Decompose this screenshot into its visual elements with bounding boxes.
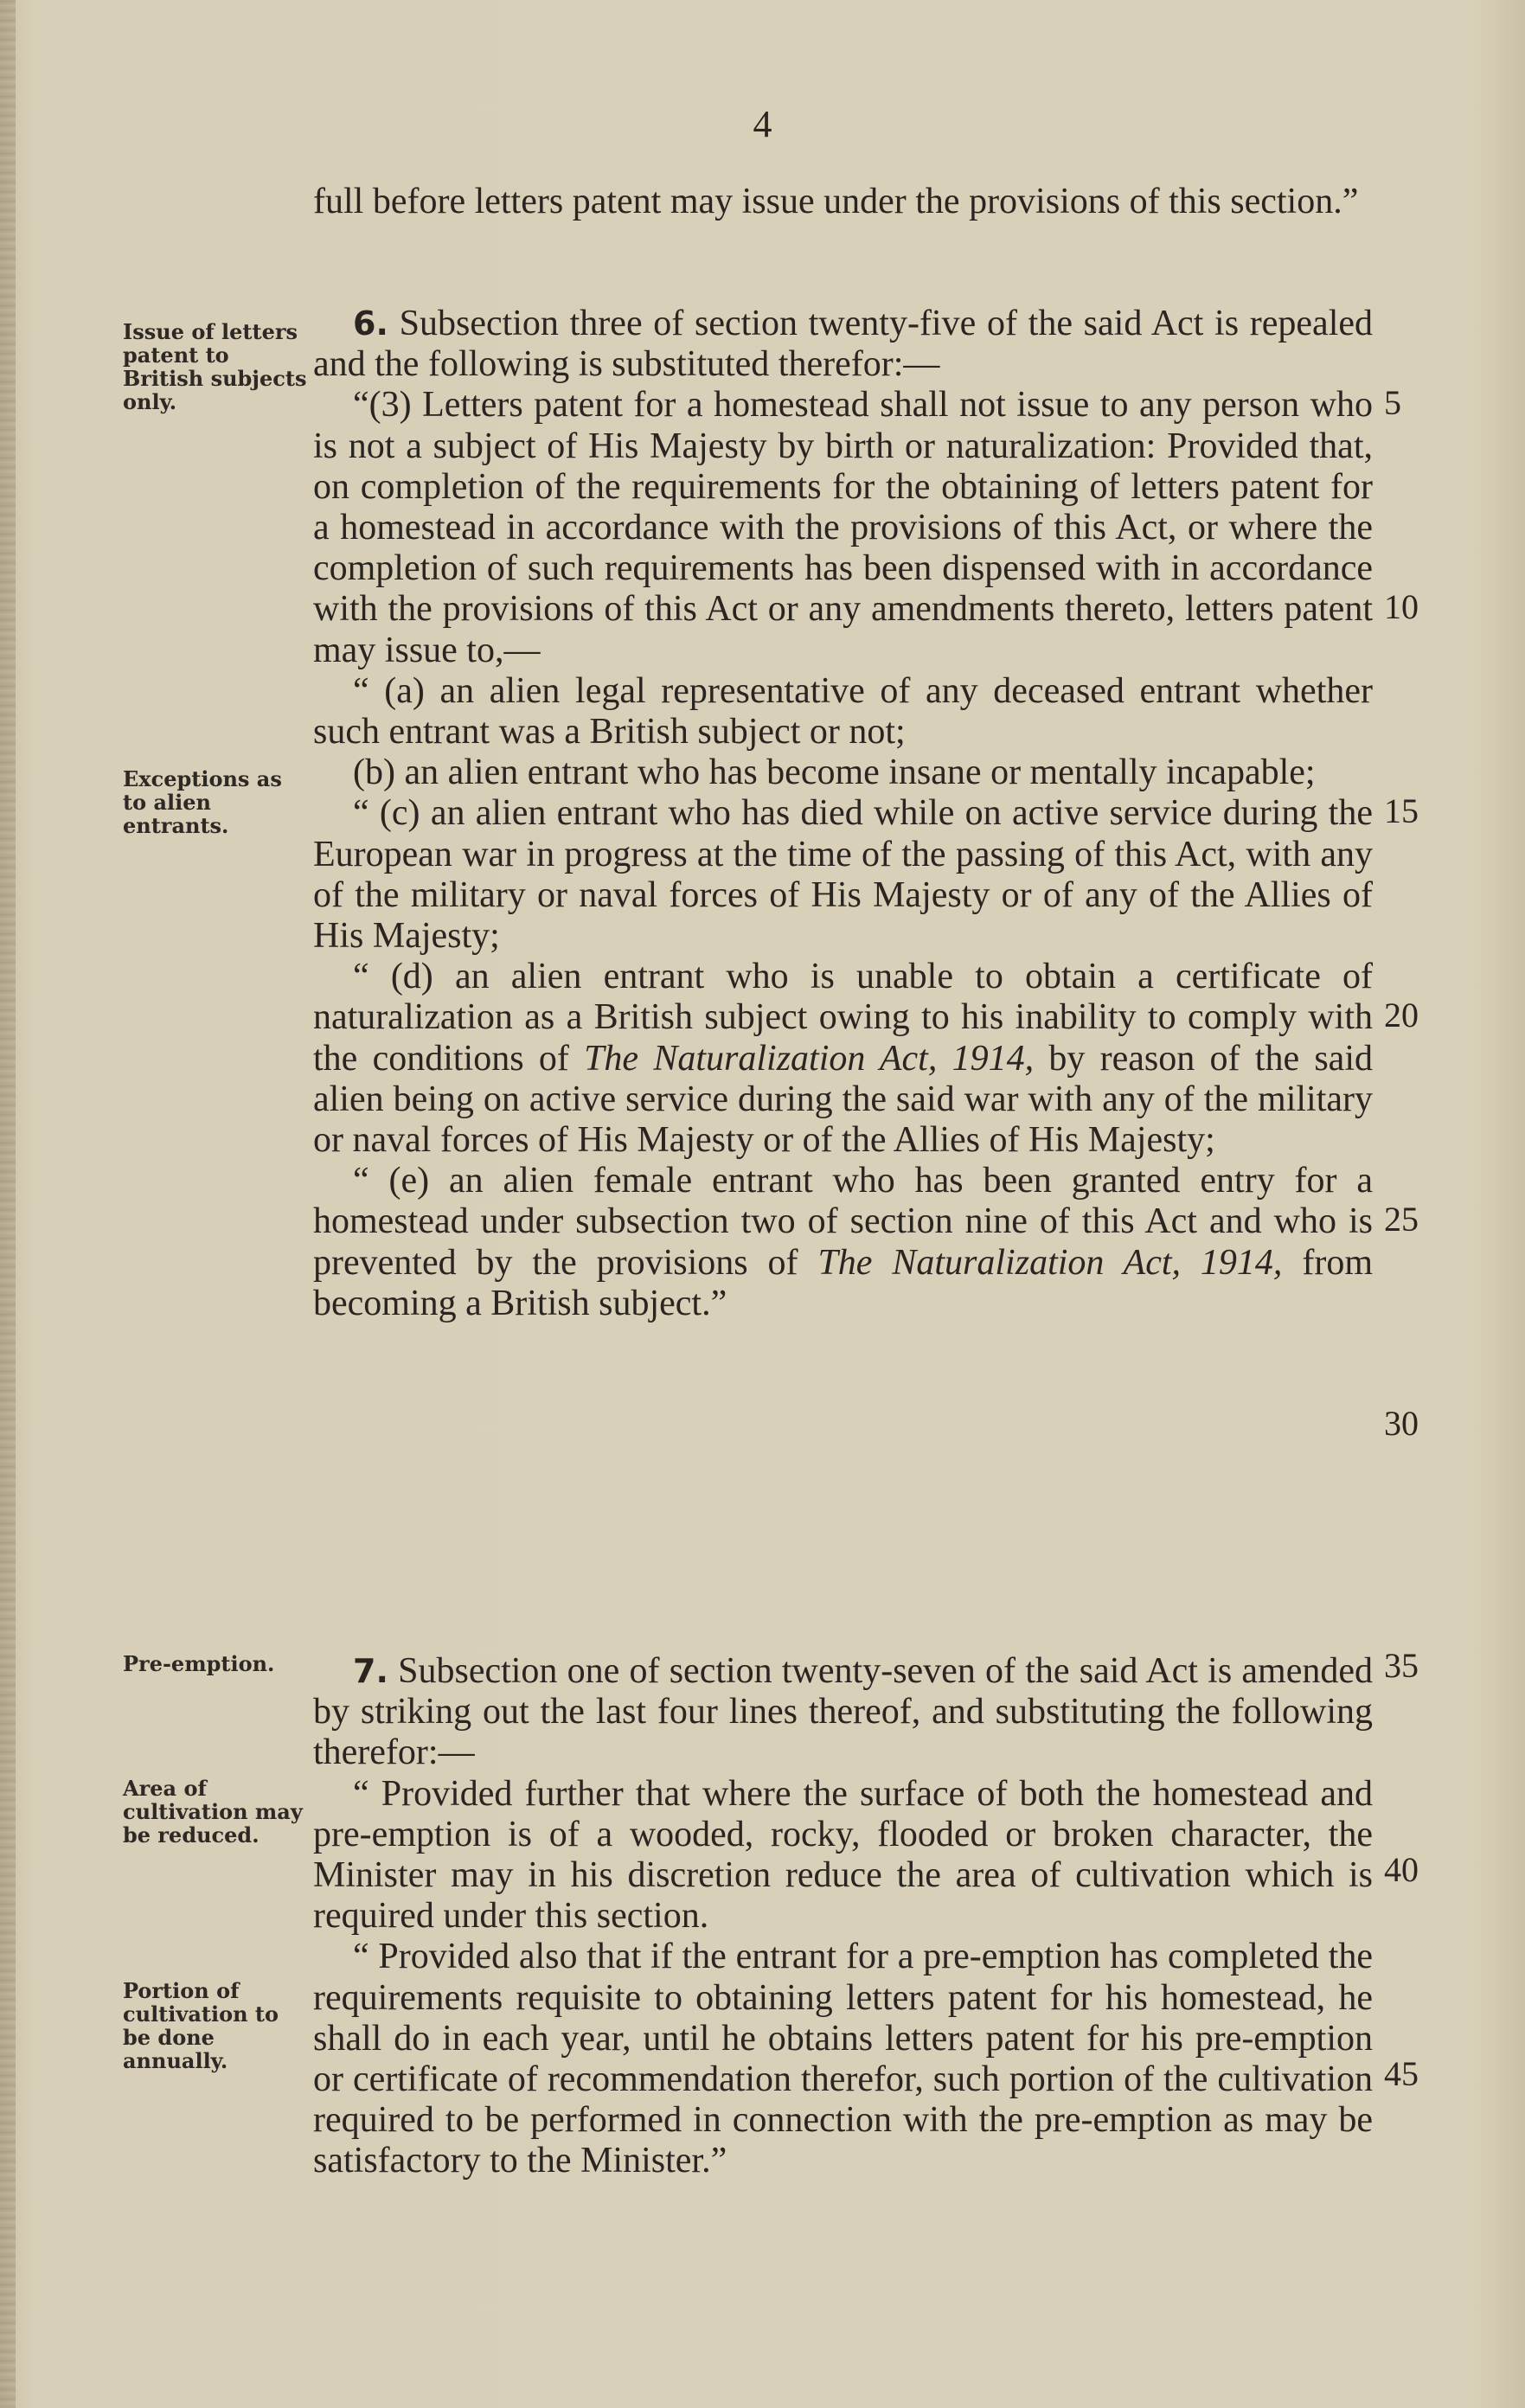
section-6-number: 6. xyxy=(353,304,388,343)
subsection-3: “(3) Letters patent for a homestead shall not issue to any person who is not a subject of His Majesty by birth or naturalization: Provided that, on completion of the requirements for the obtaining of letters patent for a homestead in accordance with the provisions of this Act, or where the completion of such requirements has been dispensed with in accordance with the provisions of this Act or any amendments thereto, letters patent may issue to,— xyxy=(313,385,1373,670)
clause-e-label: “ (e) xyxy=(353,1161,430,1201)
line-number-30: 30 xyxy=(1384,1404,1419,1443)
line-number-40: 40 xyxy=(1384,1850,1419,1889)
clause-d-text-after: by reason of the said alien being on active service during the said war with any of the military or naval forces of His Majesty or of the Allies of His Majesty; xyxy=(313,1038,1373,1161)
margin-note-pre-emption: Pre-emption. xyxy=(123,1651,275,1676)
section-7-intro xyxy=(313,1651,1373,1774)
clause-a-label: “ (a) xyxy=(353,670,425,711)
clause-d-act-title: The Naturalization Act, 1914, xyxy=(584,1038,1035,1079)
binding-edge xyxy=(0,0,16,2408)
section-7-intro-text: Subsection one of section twenty-seven of the said Act is amended by striking out the last four lines thereof, and substituting the following therefor:— xyxy=(313,1651,1373,1773)
section-6-intro xyxy=(313,304,1373,385)
clause-e-act-title: The Naturalization Act, 1914, xyxy=(817,1242,1283,1283)
line-number-25: 25 xyxy=(1384,1200,1419,1239)
line-number-35: 35 xyxy=(1384,1646,1419,1685)
line-number-5: 5 xyxy=(1384,383,1401,422)
section-6 xyxy=(313,304,1373,1324)
clause-b-label: (b) xyxy=(353,752,395,793)
section-6-intro-text: Subsection three of section twenty-five of the said Act is repealed and the following is substituted therefor:— xyxy=(313,304,1374,385)
section-7 xyxy=(313,1651,1373,2182)
clause-d-text-before: an alien entrant who is unable to obtain a certificate of naturalization as a British subject owing to his inability to comply with the conditions of xyxy=(313,957,1373,1079)
clause-e xyxy=(313,1161,1373,1324)
clause-b xyxy=(313,752,1373,793)
clause-b-text: an alien entrant who has become insane or mentally incapable; xyxy=(404,752,1316,793)
clause-c-label: “ (c) xyxy=(353,793,420,834)
proviso-1: “ Provided further that where the surface of both the homestead and pre-emption is of a wooded, rocky, flooded or broken character, the Minister may in his discretion reduce the area of cultivation which is required under this section. xyxy=(313,1773,1373,1937)
margin-note-portion-of-cultivation: Portion of cultivation to be done annually. xyxy=(123,1978,279,2073)
clause-e-text-before: an alien female entrant who has been granted entry for a homestead under subsection two of section nine of this Act and who is prevented by the provisions of xyxy=(313,1161,1374,1283)
line-number-45: 45 xyxy=(1384,2054,1419,2093)
line-number-20: 20 xyxy=(1384,996,1419,1034)
continuation-paragraph xyxy=(313,182,1373,222)
continuation-text: full before letters patent may issue under the provisions of this section.” xyxy=(313,182,1359,221)
clause-c xyxy=(313,793,1373,957)
line-number-10: 10 xyxy=(1384,587,1419,626)
proviso-2: “ Provided also that if the entrant for a pre-emption has completed the requirements requisite to obtaining letters patent for his homestead, he shall do in each year, until he obtains letters patent for his pre-emption or certificate of recommendation therefor, such portion of the cultivation required to be performed in connection with the pre-emption as may be satisfactory to the Minister.” xyxy=(313,1937,1373,2181)
clause-c-text: an alien entrant who has died while on active service during the European war in progress at the time of the passing of this Act, with any of the military or naval forces of His Majesty or of any of the Allies of His Majesty; xyxy=(313,793,1373,957)
margin-note-area-of-cultivation: Area of cultivation may be reduced. xyxy=(123,1776,303,1848)
margin-note-exceptions: Exceptions as to alien entrants. xyxy=(123,766,282,838)
clause-a xyxy=(313,671,1373,752)
clause-a-text: an alien legal representative of any deceased entrant whether such entrant was a British subject or not; xyxy=(313,670,1373,752)
line-number-15: 15 xyxy=(1384,791,1419,830)
clause-e-text-after: from becoming a British subject.” xyxy=(313,1242,1374,1323)
clause-d xyxy=(313,957,1373,1161)
page-number: 4 xyxy=(753,103,772,145)
clause-d-label: “ (d) xyxy=(353,957,433,997)
section-7-number: 7. xyxy=(353,1652,388,1690)
margin-note-issue-of-letters-patent: Issue of letters patent to British subjects only. xyxy=(123,319,307,414)
